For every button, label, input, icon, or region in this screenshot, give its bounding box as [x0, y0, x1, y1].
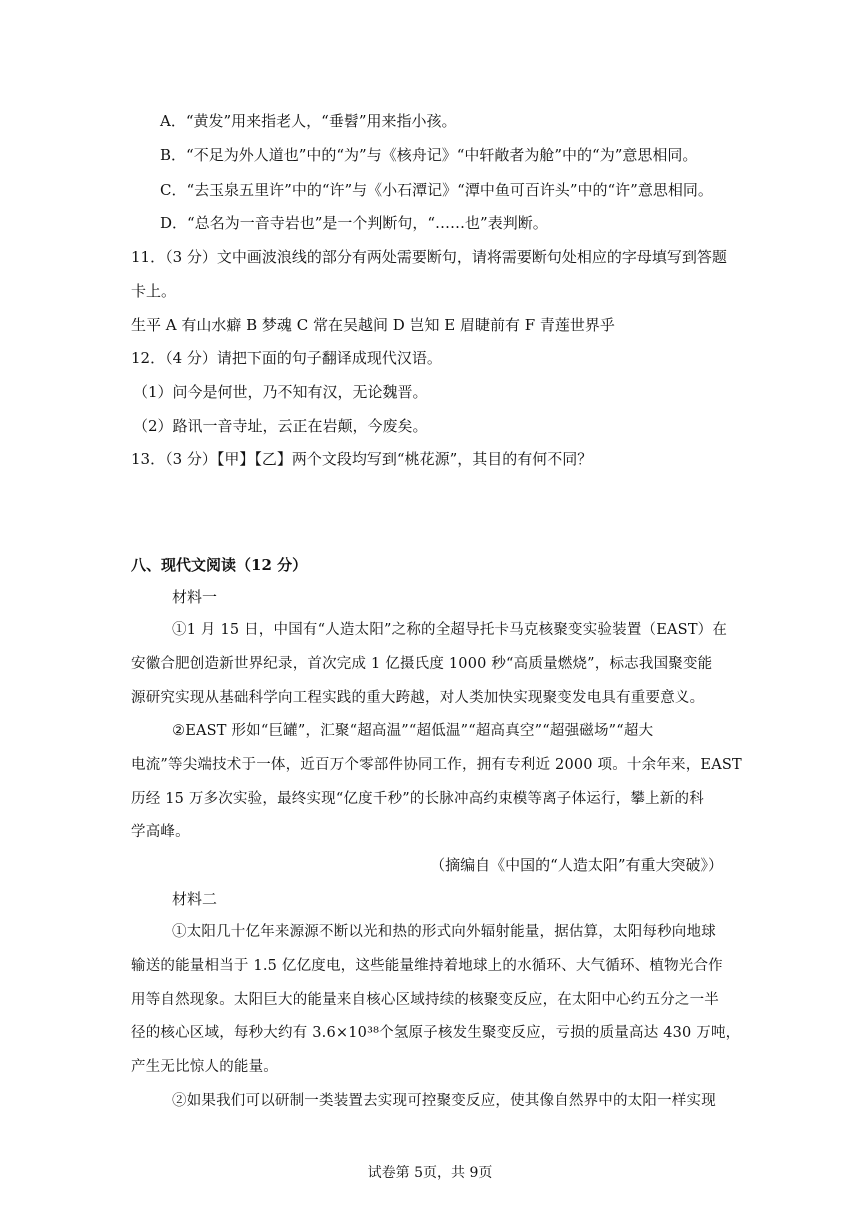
material-2-p1-line4: 径的核心区域，每秒大约有 3.6×10³⁸个氢原子核发生聚变反应，亏损的质量高达 430 万吨， [131, 1025, 741, 1041]
section-8-heading: 八、现代文阅读（12 分） [131, 556, 308, 574]
option-a: A．“黄发”用来指老人，“垂髫”用来指小孩。 [160, 112, 457, 130]
material-2-p2-line1: ②如果我们可以研制一类装置去实现可控聚变反应，使其像自然界中的太阳一样实现 [172, 1093, 716, 1109]
material-2-p1-line5: 产生无比惊人的能量。 [131, 1059, 278, 1075]
q12-prompt: 12．（4 分）请把下面的句子翻译成现代汉语。 [131, 349, 442, 367]
material-1-p1-line3: 源研究实现从基础科学向工程实践的重大跨越，对人类加快实现聚变发电具有重要意义。 [131, 690, 705, 706]
material-2-p1-line3: 用等自然现象。太阳巨大的能量来自核心区域持续的核聚变反应，在太阳中心约五分之一半 [131, 992, 719, 1008]
material-1-p2-line3: 历经 15 万多次实验，最终实现“亿度千秒”的长脉冲高约束模等离子体运行，攀上新的科 [131, 791, 704, 807]
material-2-label: 材料二 [172, 890, 218, 908]
q12-sentence-2: （2）路讯一音寺址，云正在岩颠，今废矣。 [133, 417, 428, 435]
page-footer: 试卷第 5页，共 9页 [367, 1165, 493, 1181]
material-2-p1-line1: ①太阳几十亿年来源源不断以光和热的形式向外辐射能量，据估算，太阳每秒向地球 [172, 924, 716, 940]
option-b: B．“不足为外人道也”中的“为”与《核舟记》“中轩敞者为舱”中的“为”意思相同。 [160, 146, 698, 164]
option-d: D．“总名为一音寺岩也”是一个判断句，“……也”表判断。 [160, 214, 548, 232]
material-2-p1-line2: 输送的能量相当于 1.5 亿亿度电，这些能量维持着地球上的水循环、大气循环、植物光合作 [131, 958, 723, 974]
material-1-p2-line1: ②EAST 形如“巨罐”，汇聚“超高温”“超低温”“超高真空”“超强磁场”“超大 [172, 723, 654, 739]
option-c: C．“去玉泉五里许”中的“许”与《小石潭记》“潭中鱼可百许头”中的“许”意思相同。 [160, 181, 713, 199]
material-1-p2-line4: 学高峰。 [131, 824, 190, 840]
q11-prompt-line1: 11．（3 分）文中画波浪线的部分有两处需要断句，请将需要断句处相应的字母填写到答题 [131, 248, 727, 266]
material-1-source: （摘编自《中国的“人造太阳”有重大突破》） [430, 856, 723, 874]
question-13: 13．（3 分）【甲】【乙】两个文段均写到“桃花源”，其目的有何不同？ [131, 450, 593, 468]
material-1-p1-line1: ①1 月 15 日，中国有“人造太阳”之称的全超导托卡马克核聚变实验装置（EAST）在 [172, 622, 728, 638]
q12-sentence-1: （1）问今是何世，乃不知有汉，无论魏晋。 [133, 383, 428, 401]
material-1-p1-line2: 安徽合肥创造新世界纪录，首次完成 1 亿摄氏度 1000 秒“高质量燃烧”，标志我国聚变能 [131, 656, 713, 672]
q11-passage: 生平 A 有山水癖 B 梦魂 C 常在吴越间 D 岂知 E 眉睫前有 F 青莲世界乎 [131, 316, 615, 334]
material-1-label: 材料一 [172, 588, 218, 606]
q11-prompt-line2: 卡上。 [131, 282, 177, 300]
material-1-p2-line2: 电流”等尖端技术于一体，近百万个零部件协同工作，拥有专利近 2000 项。十余年来，EAST [131, 757, 742, 773]
